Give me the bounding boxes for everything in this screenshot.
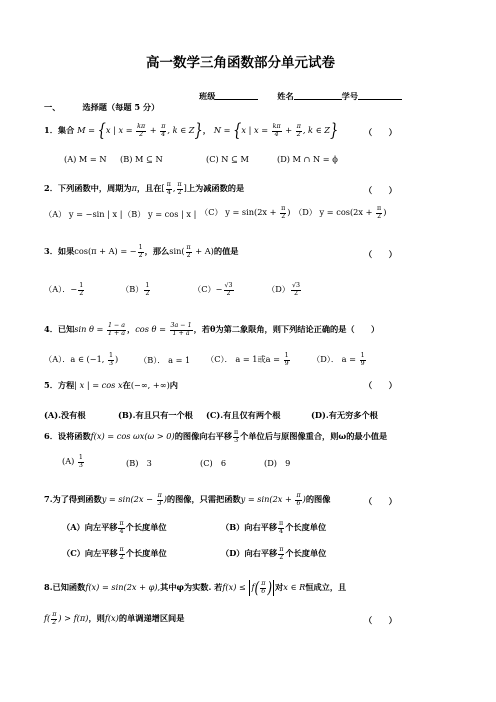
q7-option-a[interactable]: （A）向左平移 $\frac{\pi}{4}$ 个长度单位	[62, 520, 167, 535]
q7-option-d[interactable]: （D）向右平移 $\frac{\pi}{2}$ 个长度单位	[221, 546, 327, 561]
q4-option-d[interactable]: （D）． a = $\frac{1}{9}$	[312, 352, 365, 367]
q5-option-c[interactable]: (C).有且仅有两个根	[206, 410, 281, 420]
q5-stem: 5．方程| x | = cos x在(−∞, +∞)内	[44, 380, 178, 390]
q7-answer-bracket[interactable]: （ ）	[364, 496, 397, 506]
q5-option-b[interactable]: (B).有且只有一个根	[118, 410, 193, 420]
q5-answer-bracket[interactable]: （ ）	[364, 380, 397, 390]
q1-option-a[interactable]: (A) M = N	[64, 154, 107, 164]
q4-option-a[interactable]: （A）．a ∈ (−1, $\frac{1}{3}$ )	[44, 352, 119, 367]
q6-option-d[interactable]: (D) 9	[264, 458, 291, 468]
q6-stem: 6．设将函数f(x) = cos ωx(ω > 0)的图像向右平移 $\frac{\pi}{3}$ 个单位后与原图像重合，则ω的最小值是	[44, 429, 388, 444]
q3-option-a[interactable]: （A）．− $\frac{1}{2}$	[44, 282, 84, 297]
q3-option-c[interactable]: （C）− $\frac{√3}{2}$	[193, 282, 233, 297]
q4-stem: 4．已知sin θ = $\frac{1 - a}{1 + a}$ ，cos θ = $\frac{3a - 1}{1 + a}$ ，若θ为第二象限角，则下列结论正确的是（ ）	[44, 322, 380, 337]
q2-answer-bracket[interactable]: （ ）	[364, 185, 397, 195]
id-label: 学号	[341, 90, 359, 101]
q6-option-c[interactable]: (C) 6	[200, 458, 227, 468]
q5-option-d[interactable]: (D).有无穷多个根	[311, 410, 378, 420]
q8-stem: 8.已知函数f(x) = sin(2x + φ),其中φ为实数. 若f(x) ≤ f( $\frac{\pi}{6}$ ) 对x ∈ R恒成立，且	[44, 578, 347, 598]
id-blank[interactable]	[358, 90, 402, 100]
name-blank[interactable]	[294, 90, 342, 100]
q2-option-c[interactable]: （C） y = sin(2x + $\frac{\pi}{2}$ )	[200, 205, 291, 220]
q7-option-b[interactable]: （B）向右平移 $\frac{\pi}{4}$ 个长度单位	[221, 520, 327, 535]
q3-option-b[interactable]: （B） $\frac{1}{2}$	[121, 282, 150, 297]
class-label: 班级	[199, 90, 216, 101]
header-info	[199, 90, 402, 100]
q2-option-a[interactable]: （A） y = −sin | x |	[44, 209, 123, 219]
q4-option-b[interactable]: （B）． a = 1	[139, 355, 191, 365]
q1-option-c[interactable]: (C) N ⊆ M	[206, 154, 249, 164]
page-title: 高一数学三角函数部分单元试卷	[146, 55, 335, 71]
section-title: 选择题（每题 5 分）	[82, 102, 160, 112]
name-label: 姓名	[277, 90, 294, 101]
section-heading	[44, 103, 159, 111]
section-number: 一、	[44, 102, 61, 112]
q5-option-a[interactable]: (A).没有根	[44, 410, 86, 420]
q6-option-b[interactable]: (B) 3	[126, 458, 152, 468]
class-blank[interactable]	[215, 90, 258, 100]
q1-option-d[interactable]: (D) M ∩ N = ϕ	[277, 154, 338, 164]
q4-option-c[interactable]: （C）． a = 1或a = $\frac{1}{9}$	[206, 352, 289, 367]
q1-answer-bracket[interactable]: （ ）	[364, 127, 397, 137]
q8-stem-line2: f( $\frac{\pi}{2}$ ) > f(π)，则f(x)的单调递增区间是	[44, 611, 185, 626]
q2-stem: 2．下列函数中，周期为π，且在[ $\frac{\pi}{4}$ , $\frac{\pi}{2}$ ]上为减函数的是	[44, 181, 245, 196]
q1-stem: 1．集合 M = {x | x = $\frac{k\pi}{2}$ + $\frac{\pi}{4}$ , k ∈ Z}， N = {x | x = $\frac{k\pi}{4}$ + $\frac{\pi}{2}$ , k ∈ Z}	[44, 120, 339, 142]
q3-stem: 3．如果cos(π + A) = − $\frac{1}{2}$ ，那么sin( $\frac{\pi}{2}$ + A)的值是	[44, 244, 239, 259]
q3-answer-bracket[interactable]: （ ）	[364, 249, 397, 259]
q7-option-c[interactable]: （C）向左平移 $\frac{\pi}{2}$ 个长度单位	[62, 546, 167, 561]
q1-option-b[interactable]: (B) M ⊆ N	[120, 154, 163, 164]
q3-option-d[interactable]: （D） $\frac{√3}{2}$	[267, 282, 300, 297]
q2-option-d[interactable]: （D） y = cos(2x + $\frac{\pi}{2}$ )	[294, 205, 387, 220]
q7-stem: 7.为了得到函数y = sin(2x − $\frac{\pi}{3}$ )的图像，只需把函数y = sin(2x + $\frac{\pi}{6}$ )的图像	[44, 492, 331, 507]
q8-answer-bracket[interactable]: （ ）	[364, 615, 397, 625]
q2-option-b[interactable]: （B） y = cos | x |	[123, 209, 197, 219]
q6-option-a[interactable]: (A) $\frac{1}{3}$	[62, 454, 83, 469]
